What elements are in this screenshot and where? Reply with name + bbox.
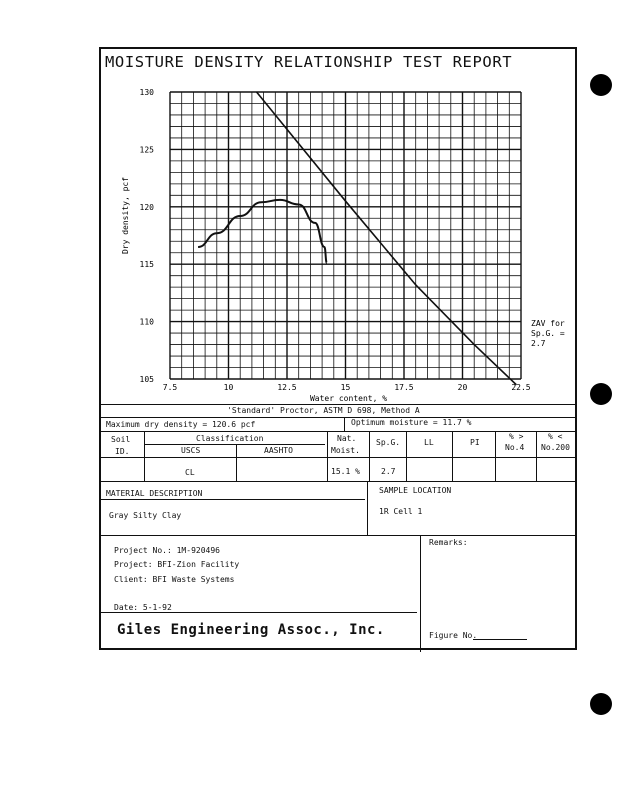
header-sp-g: Sp.G. <box>376 438 401 447</box>
figure-number-label: Figure No. <box>429 631 478 640</box>
divider <box>101 457 575 458</box>
punch-hole-bottom <box>590 693 612 715</box>
divider <box>101 535 575 536</box>
header-soil-id-1: Soil <box>111 435 131 444</box>
divider <box>369 431 370 481</box>
zav-curve <box>257 92 517 385</box>
zav-note-line: ZAV for <box>531 319 565 328</box>
y-tick-label: 115 <box>139 260 154 270</box>
y-tick-label: 120 <box>139 202 154 212</box>
report-title: MOISTURE DENSITY RELATIONSHIP TEST REPORT <box>105 53 513 71</box>
client-name: Client: BFI Waste Systems <box>114 575 235 584</box>
x-tick-label: 10 <box>223 383 234 392</box>
header-pi: PI <box>470 438 480 447</box>
test-method: 'Standard' Proctor, ASTM D 698, Method A <box>227 406 420 415</box>
material-label: MATERIAL DESCRIPTION <box>106 489 203 498</box>
chart-grid <box>170 92 521 379</box>
divider <box>101 612 417 613</box>
test-report-sheet <box>99 47 577 650</box>
divider <box>101 481 575 482</box>
divider <box>236 444 237 481</box>
header-no200-2: No.200 <box>541 443 570 452</box>
max-dry-density: Maximum dry density = 120.6 pcf <box>106 420 256 429</box>
zav-note-line: 2.7 <box>531 339 546 348</box>
figure-number-blank <box>473 639 527 640</box>
divider <box>495 431 496 481</box>
x-tick-label: 7.5 <box>162 383 178 392</box>
y-tick-label: 105 <box>139 375 154 384</box>
header-no4-2: No.4 <box>505 443 525 452</box>
header-aashto: AASHTO <box>264 446 293 455</box>
report-date: Date: 5-1-92 <box>114 603 172 612</box>
x-tick-label: 15 <box>340 383 351 392</box>
cell-uscs: CL <box>185 468 195 477</box>
divider <box>101 417 575 418</box>
cell-nat-moist: 15.1 % <box>331 467 360 476</box>
optimum-moisture: Optimum moisture = 11.7 % <box>351 418 472 427</box>
y-tick-label: 110 <box>139 317 154 327</box>
divider <box>101 499 365 500</box>
compaction-curve <box>198 200 327 263</box>
y-tick-label: 130 <box>139 88 154 97</box>
header-nat-moist-2: Moist. <box>331 446 360 455</box>
divider <box>452 431 453 481</box>
divider <box>367 481 368 535</box>
sample-location: 1R Cell 1 <box>379 507 423 516</box>
divider <box>420 535 421 652</box>
zav-note-line: Sp.G. = <box>531 329 565 338</box>
sample-label: SAMPLE LOCATION <box>379 486 452 495</box>
divider <box>406 431 407 481</box>
divider <box>145 444 325 445</box>
material-description: Gray Silty Clay <box>109 511 182 520</box>
x-tick-label: 12.5 <box>277 383 297 392</box>
header-classification: Classification <box>196 434 264 443</box>
divider <box>101 431 575 432</box>
zav-note <box>531 319 565 348</box>
x-tick-label: 22.5 <box>511 383 531 392</box>
divider <box>101 404 575 405</box>
x-tick-label: 20 <box>457 383 468 392</box>
header-no200-1: % < <box>548 432 563 441</box>
header-ll: LL <box>424 438 434 447</box>
company-name: Giles Engineering Assoc., Inc. <box>117 622 385 638</box>
header-soil-id-2: ID. <box>115 447 130 456</box>
cell-sp-g: 2.7 <box>381 467 396 476</box>
moisture-density-chart <box>101 49 579 409</box>
x-tick-label: 17.5 <box>394 383 414 392</box>
project-name: Project: BFI-Zion Facility <box>114 560 240 569</box>
header-uscs: USCS <box>181 446 201 455</box>
header-no4-1: % > <box>509 432 524 441</box>
divider <box>327 431 328 481</box>
y-tick-label: 125 <box>139 145 154 155</box>
divider <box>536 431 537 481</box>
remarks-label: Remarks: <box>429 538 468 547</box>
project-number: Project No.: 1M-920496 <box>114 546 220 555</box>
x-axis-label: Water content, % <box>309 394 388 403</box>
punch-hole-top <box>590 74 612 96</box>
y-axis-label: Dry density, pcf <box>121 176 130 255</box>
divider <box>344 417 345 431</box>
header-nat-moist-1: Nat. <box>337 434 357 443</box>
divider <box>144 431 145 481</box>
punch-hole-middle <box>590 383 612 405</box>
